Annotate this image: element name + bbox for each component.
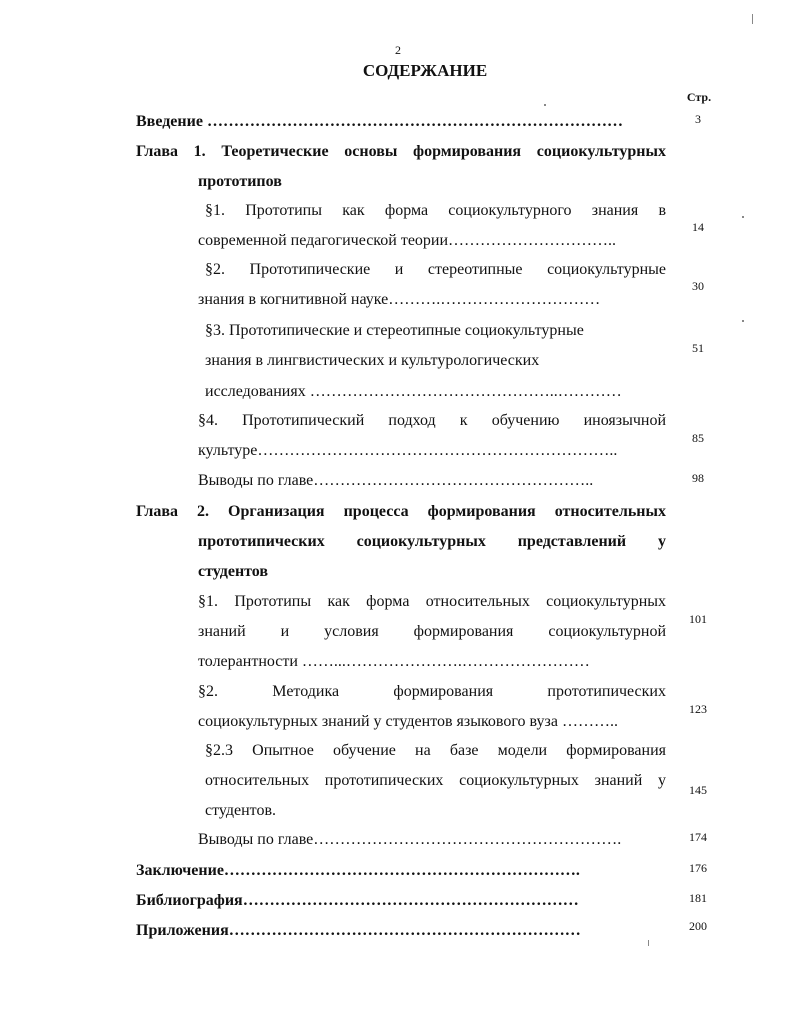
toc-page-ch1-conclusions: 98 <box>692 471 704 485</box>
toc-chapter-2-title-cont2: студентов <box>198 563 269 580</box>
toc-ch1-section-2: §2. Прототипические и стереотипные социокультурные <box>205 261 666 278</box>
toc-entry-bibliography: Библиография……………………………………………………… <box>136 892 579 909</box>
toc-page-ch1-section-2: 30 <box>692 279 704 293</box>
toc-page-bibliography: 181 <box>689 891 707 905</box>
toc-ch2-section-1: §1. Прототипы как форма относительных социокультурных <box>198 593 666 610</box>
toc-page-ch2-section-1: 101 <box>689 612 707 626</box>
toc-entry-conclusion: Заключение…………………………………………………………. <box>136 862 580 879</box>
toc-ch1-section-1-cont: современной педагогической теории………………………….. <box>198 232 617 249</box>
toc-chapter-2-title-cont: прототипических социокультурных представлений у <box>198 533 666 550</box>
toc-chapter-1-title-cont: прототипов <box>198 173 282 190</box>
toc-ch1-conclusions: Выводы по главе…………………………………………….. <box>198 472 594 489</box>
scan-speck <box>752 14 753 24</box>
scan-speck <box>742 320 744 322</box>
toc-ch1-section-4: §4. Прототипический подход к обучению иноязычной <box>198 412 666 429</box>
scan-speck <box>742 216 744 218</box>
scan-speck <box>648 940 649 946</box>
page-title: СОДЕРЖАНИЕ <box>362 61 488 80</box>
toc-ch2-section-3-cont: относительных прототипических социокультурных знаний у <box>205 772 666 789</box>
toc-ch2-section-3-cont2: студентов. <box>205 802 277 819</box>
toc-page-ch1-section-1: 14 <box>692 220 704 234</box>
toc-ch2-section-1-cont2: толерантности ……...………………….…………………… <box>198 653 590 670</box>
toc-chapter-2-title: Глава 2. Организация процесса формирования относительных <box>136 503 666 520</box>
toc-page-ch2-section-2: 123 <box>689 702 707 716</box>
toc-page-conclusion: 176 <box>689 861 707 875</box>
toc-page-ch2-conclusions: 174 <box>689 830 707 844</box>
toc-ch2-section-2: §2. Методика формирования прототипических <box>198 683 666 700</box>
toc-ch1-section-4-cont: культуре………………………………………………………….. <box>198 442 618 459</box>
toc-ch1-section-3-cont: знания в лингвистических и культурологических <box>205 352 540 369</box>
toc-page-ch1-section-4: 85 <box>692 431 704 445</box>
toc-page-appendices: 200 <box>689 919 707 933</box>
toc-chapter-1-title: Глава 1. Теоретические основы формирования социокультурных <box>136 143 666 160</box>
toc-entry-appendices: Приложения………………………………………………………… <box>136 922 581 939</box>
toc-page-ch2-section-3: 145 <box>689 783 707 797</box>
toc-ch1-section-1: §1. Прототипы как форма социокультурного знания в <box>205 202 666 219</box>
page-column-header: Стр. <box>686 90 712 104</box>
scan-speck <box>544 104 546 106</box>
toc-ch1-section-3: §3. Прототипические и стереотипные социокультурные <box>205 322 584 339</box>
toc-ch2-section-1-cont: знаний и условия формирования социокультурной <box>198 623 666 640</box>
toc-ch1-section-3-cont2: исследованиях ………………………………………..………… <box>205 383 622 400</box>
toc-ch2-section-3: §2.3 Опытное обучение на базе модели формирования <box>205 742 666 759</box>
toc-ch1-section-2-cont: знания в когнитивной науке……….………………………… <box>198 291 601 308</box>
toc-page-ch1-section-3: 51 <box>692 341 704 355</box>
toc-page-introduction: 3 <box>695 112 701 126</box>
toc-entry-introduction: Введение …………………………………………………………………… <box>136 113 623 130</box>
toc-ch2-conclusions: Выводы по главе…………………………………………………. <box>198 831 622 848</box>
toc-ch2-section-2-cont: социокультурных знаний у студентов языкового вуза ……….. <box>198 713 618 730</box>
page-number: 2 <box>395 43 401 57</box>
